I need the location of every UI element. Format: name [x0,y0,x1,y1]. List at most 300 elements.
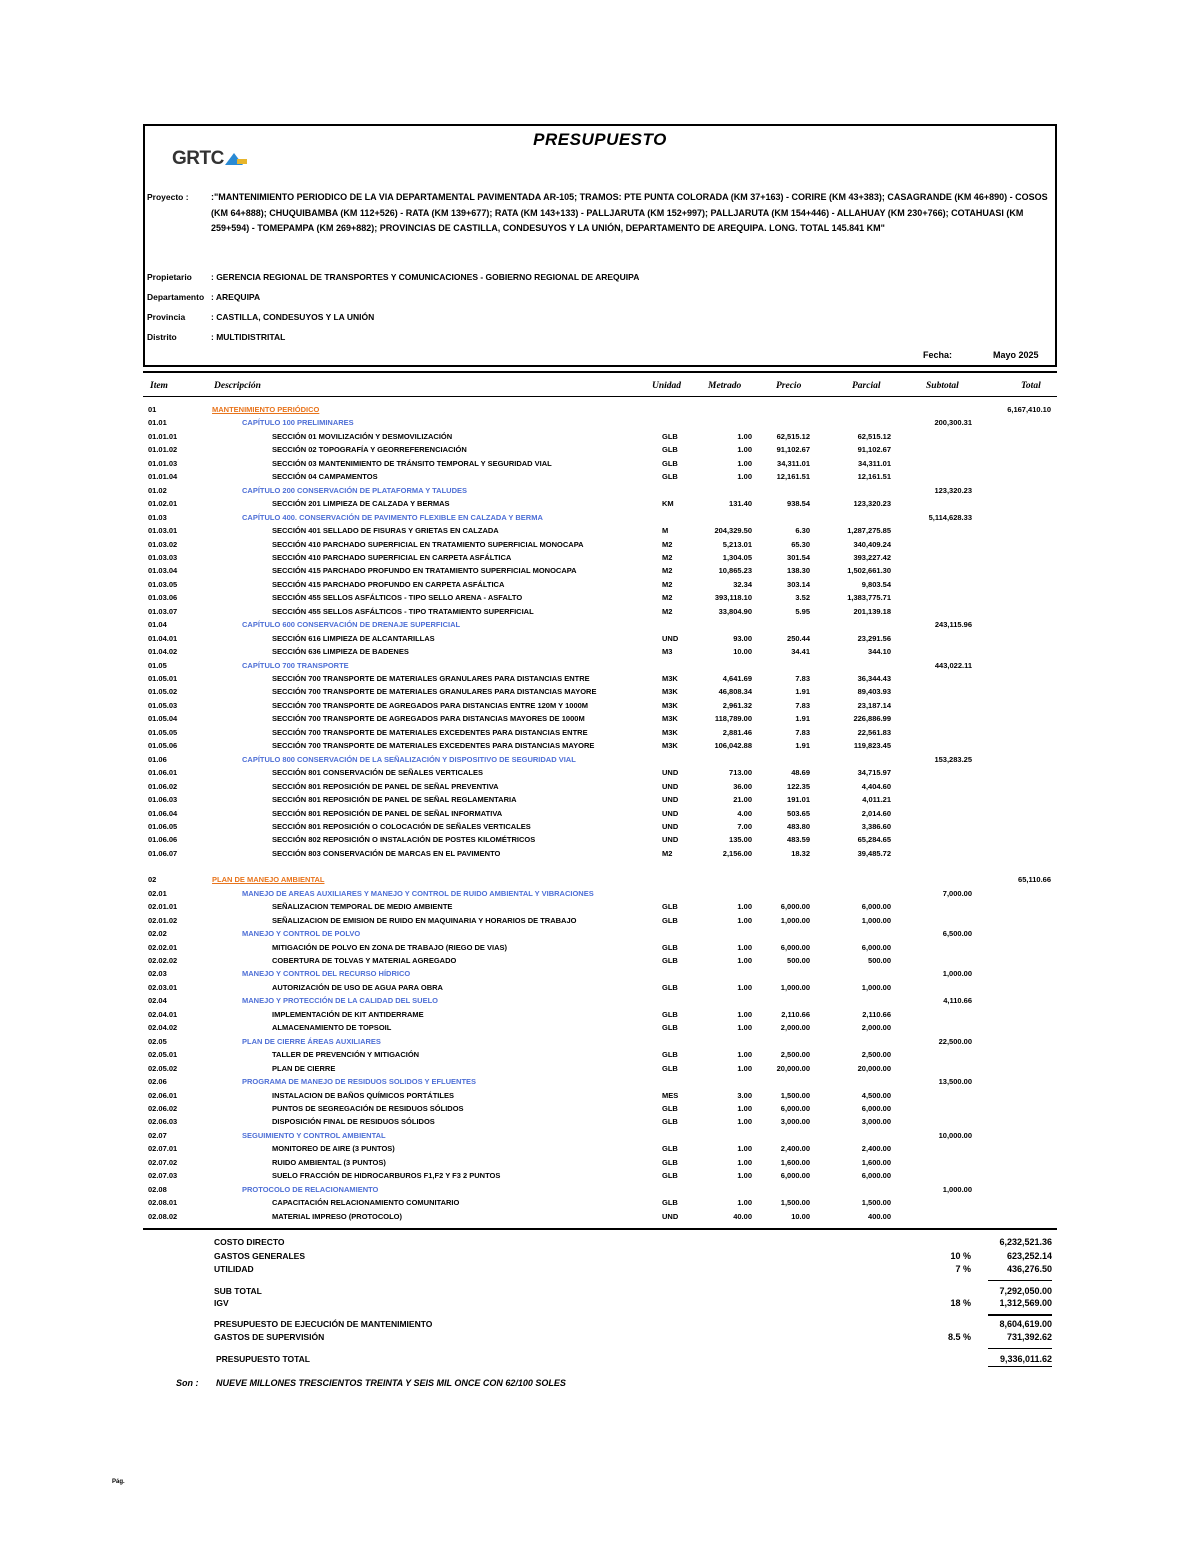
item-precio: 2,110.66 [781,1009,810,1019]
table-row [0,1091,1200,1104]
table-row [0,566,1200,579]
table-row [0,607,1200,620]
item-parcial: 4,500.00 [861,1090,891,1100]
item-unit: UND [662,808,679,818]
item-unit: GLB [662,1198,678,1208]
table-row [0,1064,1200,1077]
item-code: 02.08.01 [148,1198,178,1208]
chapter-row [0,1077,1200,1090]
supervision-value: 731,392.62 [1006,1332,1052,1342]
item-description: SECCIÓN 01 MOVILIZACIÓN Y DESMOVILIZACIÓN [272,431,453,441]
distrito-label: Distrito [147,332,177,342]
subtotal-label: SUB TOTAL [214,1286,262,1296]
item-description: SECCIÓN 616 LIMPIEZA DE ALCANTARILLAS [272,633,435,643]
item-code: 02.01.01 [148,902,178,912]
item-description: MANTENIMIENTO PERIÓDICO [212,405,320,414]
gastos-generales-label: GASTOS GENERALES [214,1251,305,1261]
item-description: SECCIÓN 801 REPOSICIÓN DE PANEL DE SEÑAL INFORMATIVA [272,808,503,818]
header-frame [143,124,1057,367]
item-parcial: 1,600.00 [861,1157,891,1167]
table-row [0,634,1200,647]
item-precio: 1.91 [795,687,810,697]
item-code: 02.08.02 [148,1211,178,1221]
item-code: 02.05 [148,1036,167,1046]
proyecto-value: :"MANTENIMIENTO PERIODICO DE LA VIA DEPARTAMENTAL PAVIMENTADA AR-105; TRAMOS: PTE PUNTA COLORADA (KM 37+163) - CORIRE (KM 43+383); CASAGRANDE (KM 46+890) - COSOS (KM 64+888); CHUQUIBAMBA (KM 112+526) - RATA (KM 139+677); RATA (KM 143+133) - PALLJARUTA (KM 152+997); PALLJARUTA (KM 154+446) - ALLAHUAY (KM 230+766); COTAHUASI (KM 259+594) - TOMEPAMPA (KM 269+882); PROVINCIAS DE CASTILLA, CONDESUYOS Y LA UNIÓN, DEPARTAMENTO DE AREQUIPA. LONG. TOTAL 145.841 KM" [211,192,1048,233]
item-description: SECCIÓN 801 REPOSICIÓN DE PANEL DE SEÑAL PREVENTIVA [272,781,499,791]
item-unit: GLB [662,1009,678,1019]
item-description: SECCIÓN 700 TRANSPORTE DE MATERIALES EXCEDENTES PARA DISTANCIAS MAYORE [272,741,595,751]
table-row [0,459,1200,472]
item-parcial: 2,014.60 [861,808,891,818]
item-code: 01.06.04 [148,808,178,818]
chapter-row [0,889,1200,902]
item-parcial: 226,886.99 [853,714,891,724]
item-description: MATERIAL IMPRESO (PROTOCOLO) [272,1211,403,1221]
item-metrado: 3.00 [737,1090,752,1100]
table-row [0,822,1200,835]
item-code: 01.05.06 [148,741,178,751]
item-metrado: 1.00 [737,458,752,468]
item-metrado: 393,118.10 [714,593,752,603]
item-description: SEGUIMIENTO Y CONTROL AMBIENTAL [242,1130,386,1140]
item-code: 02.05.02 [148,1063,178,1073]
item-parcial: 3,386.60 [861,821,891,831]
grtc-logo [172,148,247,170]
item-unit: M3K [662,727,678,737]
item-description: SECCIÓN 801 REPOSICIÓN DE PANEL DE SEÑAL REGLAMENTARIA [272,795,517,805]
item-description: CAPACITACIÓN RELACIONAMIENTO COMUNITARIO [272,1198,460,1208]
item-metrado: 204,329.50 [714,526,752,536]
item-subtotal: 7,000.00 [942,888,972,898]
item-parcial: 2,400.00 [861,1144,891,1154]
item-parcial: 201,139.18 [853,606,891,616]
page-footer: Pág. [112,1479,125,1485]
page-title: PRESUPUESTO [533,130,667,149]
item-description: SECCIÓN 415 PARCHADO PROFUNDO EN TRATAMIENTO SUPERFICIAL MONOCAPA [272,566,577,576]
item-metrado: 10.00 [733,647,752,657]
item-unit: M2 [662,566,673,576]
item-code: 02.07.01 [148,1144,178,1154]
item-description: SECCIÓN 401 SELLADO DE FISURAS Y GRIETAS EN CALZADA [272,526,499,536]
item-parcial: 2,110.66 [862,1009,891,1019]
item-parcial: 36,344.43 [857,674,891,683]
item-code: 01.04 [148,620,167,630]
chapter-row [0,929,1200,942]
chapter-row [0,486,1200,499]
item-unit: GLB [662,956,678,965]
item-code: 02.06.03 [148,1117,178,1127]
item-code: 01.06 [148,754,167,764]
item-unit: UND [662,768,679,778]
item-precio: 7.83 [795,674,810,683]
item-precio: 1,500.00 [780,1198,810,1208]
item-precio: 250.44 [787,633,810,643]
item-metrado: 4,641.69 [722,674,752,683]
item-subtotal: 4,110.66 [943,996,972,1006]
item-metrado: 1.00 [737,472,752,482]
item-code: 02.06 [148,1077,167,1087]
fecha-value: Mayo 2025 [993,350,1039,360]
item-parcial: 91,102.67 [857,445,891,455]
table-header-rule [143,396,1057,397]
item-code: 02.07 [148,1130,167,1140]
chapter-row [0,513,1200,526]
item-description: SECCIÓN 201 LIMPIEZA DE CALZADA Y BERMAS [272,499,450,509]
item-subtotal: 10,000.00 [938,1130,972,1140]
item-unit: KM [662,499,674,509]
item-description: MITIGACIÓN DE POLVO EN ZONA DE TRABAJO (RIEGO DE VIAS) [272,942,508,952]
item-unit: GLB [662,1117,678,1127]
item-code: 02.02.02 [148,956,178,965]
item-code: 01.06.06 [148,835,178,845]
item-metrado: 1.00 [737,1144,752,1154]
item-parcial: 6,000.00 [861,902,891,912]
item-parcial: 400.00 [868,1211,891,1221]
item-parcial: 6,000.00 [861,942,891,952]
item-parcial: 344.10 [868,647,891,657]
col-subtotal: Subtotal [926,381,959,391]
item-metrado: 32.34 [733,579,752,589]
item-description: CAPÍTULO 100 PRELIMINARES [242,418,354,428]
item-unit: GLB [662,1171,678,1181]
table-row [0,674,1200,687]
ejecucion-rule [988,1314,1052,1316]
item-precio: 62,515.12 [776,431,810,441]
item-subtotal: 200,300.31 [934,418,972,428]
item-code: 01.03.06 [148,593,178,603]
table-row [0,1158,1200,1171]
item-code: 01.04.01 [148,633,178,643]
item-unit: M2 [662,539,673,549]
item-precio: 5.95 [795,606,810,616]
item-unit: GLB [662,1050,678,1060]
item-parcial: 23,291.56 [857,633,891,643]
item-description: CAPÍTULO 200 CONSERVACIÓN DE PLATAFORMA Y TALUDES [242,485,468,495]
table-row [0,983,1200,996]
item-description: CAPÍTULO 700 TRANSPORTE [242,660,349,670]
item-unit: M2 [662,579,673,589]
item-unit: UND [662,821,679,831]
item-description: SECCIÓN 04 CAMPAMENTOS [272,472,378,482]
item-code: 01.02 [148,485,167,495]
item-description: SECCIÓN 700 TRANSPORTE DE MATERIALES GRANULARES PARA DISTANCIAS ENTRE [272,674,590,683]
item-unit: GLB [662,942,678,952]
item-unit: M3K [662,700,678,710]
item-precio: 6,000.00 [780,1171,810,1181]
item-metrado: 1.00 [737,1103,752,1113]
item-subtotal: 243,115.96 [934,620,972,630]
item-code: 01.06.02 [148,781,178,791]
table-top-rule [143,371,1057,373]
col-unidad: Unidad [652,381,682,391]
item-subtotal: 153,283.25 [934,754,972,764]
gastos-generales-value: 623,252.14 [1006,1251,1052,1261]
table-row [0,916,1200,929]
item-parcial: 12,161.51 [857,472,891,482]
table-row [0,741,1200,754]
table-row [0,1104,1200,1117]
departamento-value: : AREQUIPA [211,292,261,302]
logo-stripe-icon [237,159,247,164]
item-subtotal: 5,114,628.33 [928,512,972,522]
item-description: AUTORIZACIÓN DE USO DE AGUA PARA OBRA [272,982,443,992]
item-unit: M3K [662,714,678,724]
item-parcial: 22,561.83 [857,727,891,737]
item-parcial: 39,485.72 [857,848,891,858]
item-parcial: 6,000.00 [861,1171,891,1181]
item-metrado: 7.00 [737,821,752,831]
provincia-value: : CASTILLA, CONDESUYOS Y LA UNIÓN [211,312,375,322]
item-code: 01.03.03 [148,552,178,562]
section-row [0,875,1200,888]
item-parcial: 4,011.21 [862,795,891,805]
item-code: 01.06.01 [148,768,178,778]
item-description: DISPOSICIÓN FINAL DE RESIDUOS SÓLIDOS [272,1117,435,1127]
item-precio: 3.52 [795,593,810,603]
item-description: PLAN DE CIERRE [272,1063,336,1073]
item-description: SECCIÓN 455 SELLOS ASFÁLTICOS - TIPO TRATAMIENTO SUPERFICIAL [272,606,534,616]
table-row [0,432,1200,445]
item-subtotal: 123,320.23 [934,485,972,495]
item-code: 01.06.05 [148,821,178,831]
item-code: 01 [148,405,157,414]
item-precio: 20,000.00 [776,1063,810,1073]
item-description: SECCIÓN 801 CONSERVACIÓN DE SEÑALES VERTICALES [272,768,484,778]
item-total: 65,110.66 [1018,875,1051,885]
table-row [0,687,1200,700]
item-parcial: 89,403.93 [857,687,891,697]
item-code: 01.01.04 [148,472,178,482]
table-row [0,1171,1200,1184]
chapter-row [0,969,1200,982]
igv-value: 1,312,569.00 [999,1298,1052,1308]
item-code: 02.02 [148,929,167,939]
item-subtotal: 22,500.00 [938,1036,972,1046]
item-description: SECCIÓN 415 PARCHADO PROFUNDO EN CARPETA ASFÁLTICA [272,579,505,589]
item-code: 02.02.01 [148,942,178,952]
item-unit: GLB [662,1063,678,1073]
item-description: SECCIÓN 02 TOPOGRAFÍA Y GEORREFERENCIACIÓN [272,445,467,455]
chapter-row [0,996,1200,1009]
item-precio: 10.00 [791,1211,810,1221]
item-description: PROTOCOLO DE RELACIONAMIENTO [242,1184,379,1194]
table-row [0,445,1200,458]
item-parcial: 2,500.00 [861,1050,891,1060]
item-code: 01.05.01 [148,674,178,683]
item-precio: 6,000.00 [780,1103,810,1113]
total-value: 9,336,011.62 [999,1354,1052,1364]
table-row [0,849,1200,862]
table-row [0,1010,1200,1023]
item-unit: GLB [662,915,678,925]
table-row [0,472,1200,485]
col-descripcion: Descripción [214,381,261,391]
table-row [0,809,1200,822]
item-description: INSTALACION DE BAÑOS QUÍMICOS PORTÁTILES [272,1090,454,1100]
item-code: 02.05.01 [148,1050,178,1060]
item-description: SECCIÓN 802 REPOSICIÓN O INSTALACIÓN DE POSTES KILOMÉTRICOS [272,835,536,845]
item-parcial: 20,000.00 [857,1063,891,1073]
item-description: PUNTOS DE SEGREGACIÓN DE RESIDUOS SÓLIDOS [272,1103,464,1113]
item-code: 02.03.01 [148,982,178,992]
item-code: 02.04 [148,996,167,1006]
table-row [0,553,1200,566]
item-metrado: 1.00 [737,1063,752,1073]
supervision-label: GASTOS DE SUPERVISIÓN [214,1332,325,1342]
item-precio: 12,161.51 [776,472,810,482]
item-unit: UND [662,835,679,845]
item-parcial: 34,715.97 [857,768,891,778]
item-metrado: 135.00 [729,835,752,845]
item-code: 02.06.01 [148,1090,178,1100]
col-total: Total [1021,381,1041,391]
item-description: SEÑALIZACION TEMPORAL DE MEDIO AMBIENTE [272,902,453,912]
item-code: 02.07.03 [148,1171,178,1181]
item-code: 02.08 [148,1184,167,1194]
item-description: ALMACENAMIENTO DE TOPSOIL [272,1023,392,1033]
propietario-value: : GERENCIA REGIONAL DE TRANSPORTES Y COMUNICACIONES - GOBIERNO REGIONAL DE AREQUIPA [211,272,640,282]
item-unit: GLB [662,1103,678,1113]
item-unit: GLB [662,431,678,441]
provincia-label: Provincia [147,312,186,322]
item-precio: 91,102.67 [776,445,810,455]
table-row [0,1117,1200,1130]
table-row [0,835,1200,848]
chapter-row [0,755,1200,768]
item-description: MANEJO Y CONTROL DE POLVO [242,929,361,939]
distrito-value: : MULTIDISTRITAL [211,332,286,342]
item-code: 02.01 [148,888,167,898]
item-description: CAPÍTULO 800 CONSERVACIÓN DE LA SEÑALIZACIÓN Y DISPOSITIVO DE SEGURIDAD VIAL [242,754,576,764]
item-metrado: 21.00 [733,795,752,805]
son-label: Son : [176,1378,199,1388]
item-precio: 34,311.01 [777,458,810,468]
item-code: 02.01.02 [148,915,178,925]
item-metrado: 1.00 [737,1198,752,1208]
item-precio: 122.35 [787,781,810,791]
item-description: SECCIÓN 700 TRANSPORTE DE AGREGADOS PARA DISTANCIAS MAYORES DE 1000M [272,714,585,724]
item-code: 01.03.04 [148,566,178,576]
table-row [0,580,1200,593]
item-description: SECCIÓN 700 TRANSPORTE DE MATERIALES GRANULARES PARA DISTANCIAS MAYORE [272,687,597,697]
item-unit: M3K [662,674,678,683]
table-row [0,1144,1200,1157]
item-precio: 1.91 [795,714,810,724]
proyecto-label: Proyecto : [147,192,189,202]
item-unit: M3 [662,647,673,657]
item-precio: 6,000.00 [780,942,810,952]
item-precio: 34.41 [791,647,810,657]
item-parcial: 62,515.12 [857,431,891,441]
item-metrado: 46,808.34 [718,687,752,697]
item-unit: M2 [662,606,673,616]
item-parcial: 4,404.60 [861,781,891,791]
item-description: TALLER DE PREVENCIÓN Y MITIGACIÓN [272,1050,420,1060]
item-metrado: 131.40 [729,499,752,509]
table-row [0,956,1200,969]
table-row [0,593,1200,606]
item-description: MONITOREO DE AIRE (3 PUNTOS) [272,1144,395,1154]
propietario-label: Propietario [147,272,192,282]
item-code: 01.01.02 [148,445,178,455]
item-code: 01.03.05 [148,579,178,589]
item-metrado: 106,042.88 [714,741,752,751]
utilidad-pct: 7 % [955,1264,971,1274]
item-subtotal: 1,000.00 [942,1184,972,1194]
item-code: 01.05.03 [148,700,178,710]
item-metrado: 1.00 [737,1009,752,1019]
item-unit: M [662,526,669,536]
fecha-label: Fecha: [923,350,953,360]
item-metrado: 1.00 [737,902,752,912]
item-parcial: 34,311.01 [858,458,891,468]
item-unit: UND [662,633,679,643]
item-description: SECCIÓN 700 TRANSPORTE DE MATERIALES EXCEDENTES PARA DISTANCIAS ENTRE [272,727,588,737]
item-description: CAPÍTULO 400. CONSERVACIÓN DE PAVIMENTO FLEXIBLE EN CALZADA Y BERMA [242,512,543,522]
item-metrado: 33,804.90 [718,606,752,616]
item-unit: GLB [662,982,678,992]
item-precio: 3,000.00 [780,1117,810,1127]
item-parcial: 1,500.00 [861,1198,891,1208]
item-metrado: 36.00 [733,781,752,791]
item-precio: 6.30 [795,526,810,536]
table-row [0,540,1200,553]
item-description: MANEJO DE AREAS AUXILIARES Y MANEJO Y CONTROL DE RUIDO AMBIENTAL Y VIBRACIONES [242,888,594,898]
item-parcial: 3,000.00 [861,1117,891,1127]
item-parcial: 6,000.00 [861,1103,891,1113]
item-precio: 500.00 [787,956,810,965]
item-unit: M3K [662,687,678,697]
item-unit: M3K [662,741,678,751]
item-code: 02.04.01 [148,1009,178,1019]
item-code: 01.05.04 [148,714,178,724]
item-description: SEÑALIZACION DE EMISION DE RUIDO EN MAQUINARIA Y HORARIOS DE TRABAJO [272,915,577,925]
subtotal-rule [988,1280,1052,1281]
item-metrado: 1.00 [737,1171,752,1181]
item-description: SECCIÓN 803 CONSERVACIÓN DE MARCAS EN EL PAVIMENTO [272,848,501,858]
total-label: PRESUPUESTO TOTAL [216,1354,310,1364]
utilidad-label: UTILIDAD [214,1264,254,1274]
item-metrado: 1.00 [737,1157,752,1167]
item-description: SECCIÓN 410 PARCHADO SUPERFICIAL EN CARPETA ASFÁLTICA [272,552,512,562]
item-metrado: 5,213.01 [722,539,752,549]
item-description: SECCIÓN 03 MANTENIMIENTO DE TRÁNSITO TEMPORAL Y SEGURIDAD VIAL [272,458,552,468]
item-code: 01.06.03 [148,795,178,805]
item-parcial: 393,227.42 [853,552,891,562]
item-metrado: 1.00 [737,1050,752,1060]
item-unit: M2 [662,848,673,858]
col-metrado: Metrado [708,381,742,391]
ejecucion-value: 8,604,619.00 [999,1319,1052,1329]
item-precio: 1,600.00 [780,1157,810,1167]
item-description: SECCIÓN 801 REPOSICIÓN O COLOCACIÓN DE SEÑALES VERTICALES [272,821,531,831]
item-unit: MES [662,1090,679,1100]
section-row [0,405,1200,418]
item-parcial: 119,823.45 [853,741,891,751]
item-precio: 503.65 [787,808,810,818]
item-code: 01.01.01 [148,431,178,441]
item-precio: 18.32 [791,848,810,858]
item-code: 01.01.03 [148,458,178,468]
item-parcial: 1,000.00 [861,915,891,925]
item-precio: 48.69 [791,768,810,778]
item-subtotal: 13,500.00 [938,1077,972,1087]
item-unit: GLB [662,1023,678,1033]
item-description: MANEJO Y CONTROL DEL RECURSO HÍDRICO [242,969,411,979]
item-unit: GLB [662,458,678,468]
item-precio: 2,400.00 [780,1144,810,1154]
item-unit: UND [662,781,679,791]
